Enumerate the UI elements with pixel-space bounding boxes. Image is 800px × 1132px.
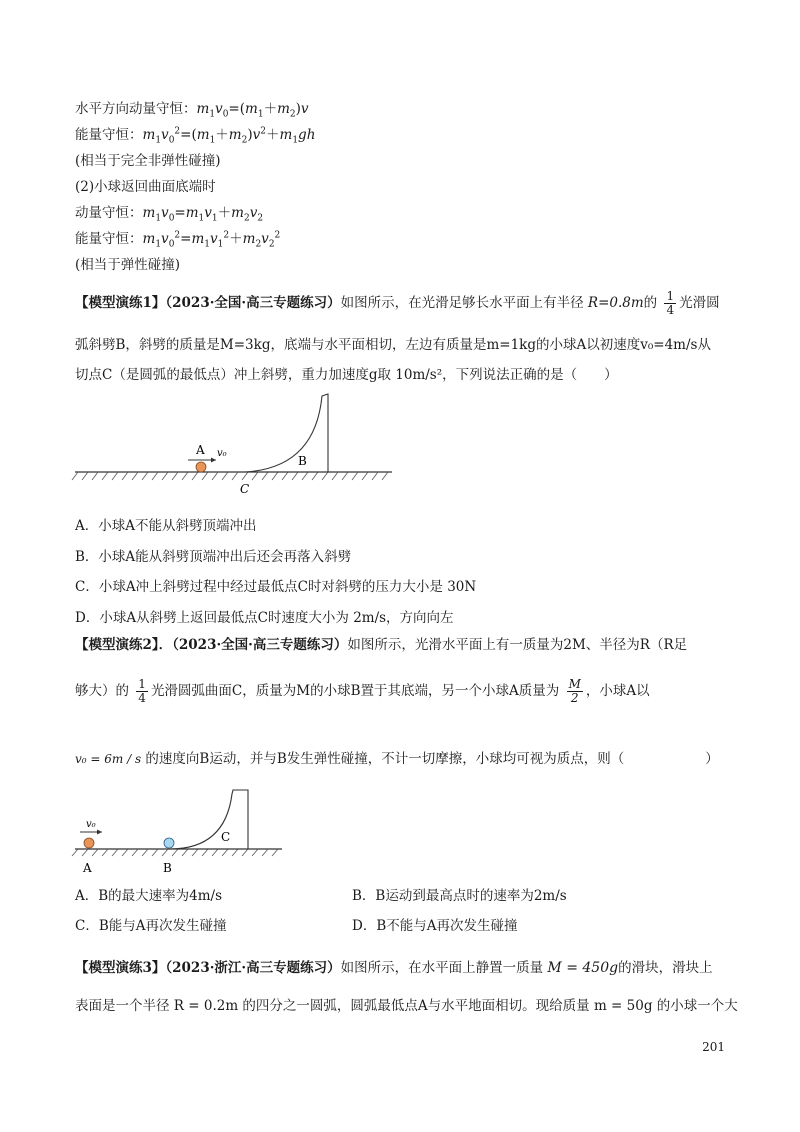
q1-option-a[interactable]: A．小球A不能从斜劈顶端冲出 [75,518,257,534]
q1-option-d[interactable]: D．小球A从斜劈上返回最低点C时速度大小为 2m/s，方向向左 [75,610,454,626]
q1-line3: 切点C（是圆弧的最低点）冲上斜劈，重力加速度g取 10m/s²，下列说法正确的是（ ） [75,367,618,383]
label-a: A [83,861,92,875]
q1-line2: 弧斜劈B，斜劈的质量是M=3kg，底端与水平面相切，左边有质量是m=1kg的小球A以初速度v₀=4m/s从 [75,337,711,353]
q2-line1: 【模型演练2】．（2023·全国·高三专题练习）如图所示，光滑水平面上有一质量为2M、半径为R（R足 [75,637,688,653]
formula-momentum: 水平方向动量守恒：$m_1v_0=(m_1+m_2)v$ [75,101,309,120]
curved-surface-c [170,790,248,849]
q1-option-b[interactable]: B．小球A能从斜劈顶端冲出后还会再落入斜劈 [75,549,352,565]
q2-line3: v₀ = 6m / s 的速度向B运动，并与B发生弹性碰撞，不计一切摩擦，小球均可视为质点，则（ ） [75,751,719,767]
q1-fraction: $\frac{1}{4}$ [666,289,675,317]
label-c: C [240,482,250,496]
label-v0: v₀ [86,819,96,830]
label-c: C [221,830,231,844]
note-elastic: (相当于弹性碰撞) [75,257,181,273]
q2-mass-fraction: $\frac{M}{2}$ [568,677,581,705]
q2-option-d[interactable]: D．B不能与A再次发生碰撞 [352,918,518,934]
q2-option-a[interactable]: A．B的最大速率为4m/s [75,888,223,904]
q2-line2: 够大）的 $\frac{1}{4}$ 光滑圆弧曲面C，质量为M的小球B置于其底端，另一个小球A质量为 $\frac{M}{2}$ ，小球A以 [75,677,650,705]
q2-option-c[interactable]: C．B能与A再次发生碰撞 [75,918,227,934]
q2-tag: 【模型演练2】．（2023·全国·高三专题练习） [75,637,348,653]
label-v0: v₀ [217,448,227,459]
formula-energy-2: 能量守恒：$m_1v_0^2=m_1v_1^2+m_2v_2^2$ [75,230,281,250]
ball-a [196,462,206,472]
q3-tag: 【模型演练3】（2023·浙江·高三专题练习） [75,960,341,976]
q2-figure [70,782,290,877]
q1-tag: 【模型演练1】（2023·全国·高三专题练习） [75,295,341,311]
ball-b [164,838,174,848]
q1-figure [70,390,400,500]
note-inelastic: (相当于完全非弹性碰撞) [75,153,221,169]
formula-momentum-2: 动量守恒：$m_1v_0=m_1v_1+m_2v_2$ [75,205,264,224]
q1-option-c[interactable]: C．小球A冲上斜劈过程中经过最低点C时对斜劈的压力大小是 30N [75,579,477,595]
q2-option-b[interactable]: B．B运动到最高点时的速率为2m/s [352,888,567,904]
step-2-heading: (2)小球返回曲面底端时 [75,179,216,195]
page-number: 201 [702,1040,725,1054]
wedge-b [245,394,328,472]
q1-line1: 【模型演练1】（2023·全国·高三专题练习）如图所示，在光滑足够长水平面上有半径 R=0.8m的 $\frac{1}{4}$ 光滑圆 [75,289,720,317]
formula-energy: 能量守恒：$m_1v_0^2=(m_1+m_2)v^2+m_1gh$ [75,126,316,146]
q3-line2: 表面是一个半径 R = 0.2m 的四分之一圆弧，圆弧最低点A与水平地面相切。现给质量 m = 50g 的小球一个大 [75,998,738,1014]
label-b: B [163,861,172,875]
ball-a [84,838,94,848]
label-b: B [298,454,307,468]
q3-line1: 【模型演练3】（2023·浙江·高三专题练习）如图所示，在水平面上静置一质量 M = 450g的滑块，滑块上 [75,960,713,976]
label-a: A [196,443,205,457]
q2-fraction: $\frac{1}{4}$ [138,677,146,705]
